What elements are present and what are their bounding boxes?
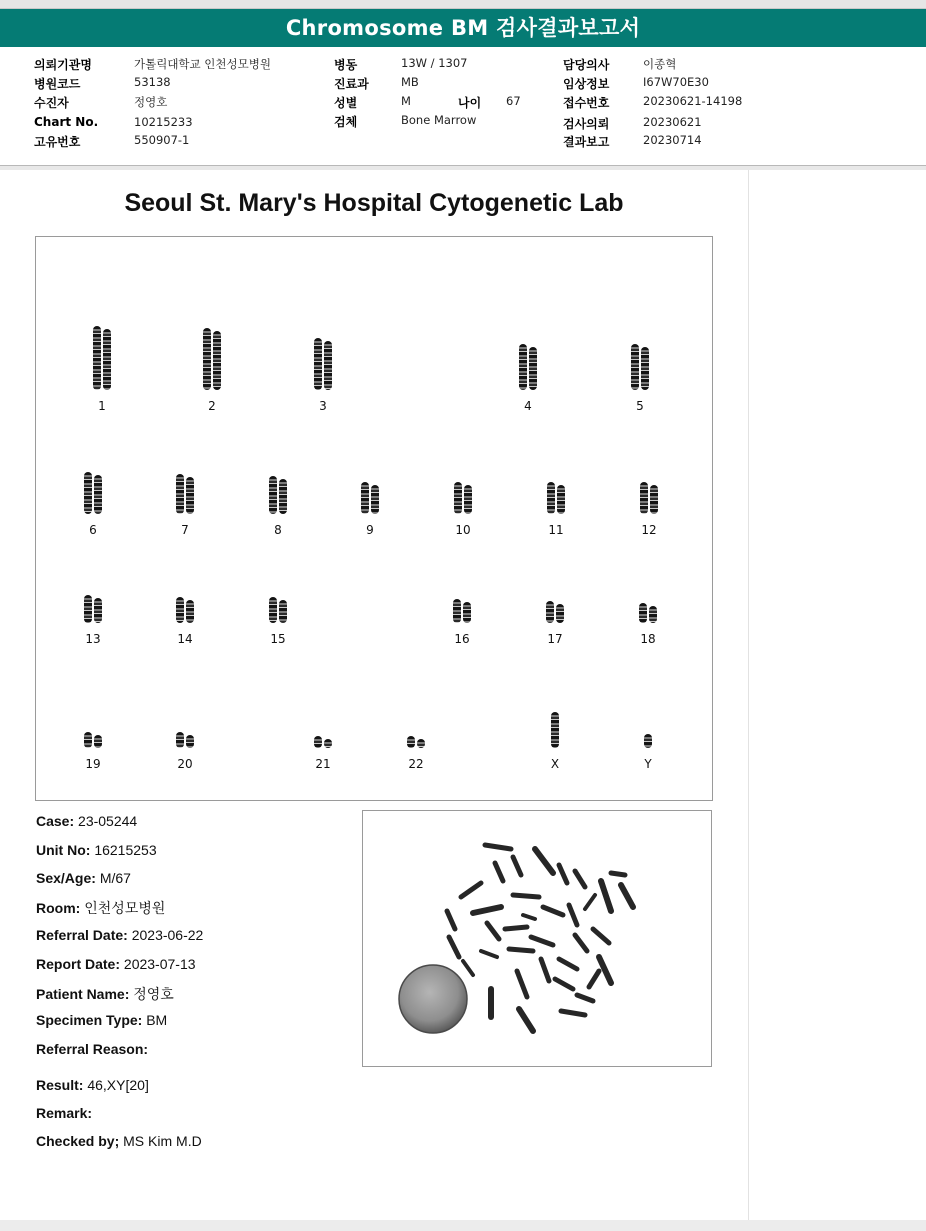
label-requesting-institution: 의뢰기관명 bbox=[34, 58, 92, 72]
label-clinical-info: 임상정보 bbox=[563, 77, 610, 91]
value-clinical-info: I67W70E30 bbox=[643, 75, 709, 89]
chromosome-22 bbox=[407, 736, 415, 748]
chromosome-9 bbox=[371, 485, 379, 514]
field-checked-by: Checked by; MS Kim M.D bbox=[36, 1133, 202, 1149]
chromosome-X bbox=[551, 712, 559, 748]
chromosome-14 bbox=[186, 600, 194, 623]
chromosome-pair-Y bbox=[644, 734, 652, 748]
chromosome-21 bbox=[324, 739, 332, 748]
chromosome-1 bbox=[103, 329, 111, 390]
label-request-date: 검사의뢰 bbox=[563, 117, 610, 131]
chromosome-pair-10 bbox=[454, 482, 472, 514]
label-age: 나이 bbox=[458, 96, 482, 110]
label-report-date: 결과보고 bbox=[563, 135, 610, 149]
chromosome-label-X: X bbox=[550, 757, 560, 771]
chromosome-label-19: 19 bbox=[85, 757, 101, 771]
chromosome-18 bbox=[649, 606, 657, 623]
value-accession-no: 20230621-14198 bbox=[643, 94, 743, 108]
value-sex: M bbox=[401, 94, 411, 108]
chromosome-label-14: 14 bbox=[177, 632, 193, 646]
chromosome-pair-5 bbox=[631, 344, 649, 390]
chromosome-label-5: 5 bbox=[636, 399, 644, 413]
field-patient-name: Patient Name: 정영호 bbox=[36, 986, 174, 1002]
chromosome-label-22: 22 bbox=[408, 757, 424, 771]
interphase-nucleus bbox=[399, 965, 467, 1033]
label-accession-no: 접수번호 bbox=[563, 96, 610, 110]
chromosome-3 bbox=[314, 338, 322, 390]
value-requesting-institution: 가톨릭대학교 인천성모병원 bbox=[134, 57, 271, 71]
karyogram bbox=[35, 236, 713, 801]
chromosome-16 bbox=[453, 599, 461, 623]
chromosome-21 bbox=[314, 736, 322, 748]
chromosome-20 bbox=[176, 732, 184, 748]
chromosome-2 bbox=[213, 331, 221, 390]
value-physician: 이종혁 bbox=[643, 57, 677, 71]
chromosome-pair-9 bbox=[361, 482, 379, 514]
top-strip bbox=[0, 0, 926, 9]
lab-title: Seoul St. Mary's Hospital Cytogenetic Lab bbox=[124, 189, 624, 217]
chromosome-20 bbox=[186, 735, 194, 748]
chromosome-7 bbox=[176, 474, 184, 514]
chromosome-1 bbox=[93, 326, 101, 390]
label-ward: 병동 bbox=[334, 58, 358, 72]
chromosome-pair-8 bbox=[269, 476, 287, 514]
page-margin-line bbox=[748, 170, 749, 1220]
chromosome-12 bbox=[650, 485, 658, 514]
chromosome-17 bbox=[556, 604, 564, 623]
label-specimen: 검체 bbox=[334, 115, 358, 129]
value-ward: 13W / 1307 bbox=[401, 56, 468, 70]
chromosome-pair-3 bbox=[314, 338, 332, 390]
chromosome-10 bbox=[454, 482, 462, 514]
chromosome-8 bbox=[269, 476, 277, 514]
chromosome-18 bbox=[639, 603, 647, 623]
chromosome-pair-2 bbox=[203, 328, 221, 390]
chromosome-label-6: 6 bbox=[89, 523, 97, 537]
chromosome-pair-7 bbox=[176, 474, 194, 514]
chromosome-label-15: 15 bbox=[270, 632, 286, 646]
label-patient: 수진자 bbox=[34, 96, 69, 110]
chromosome-14 bbox=[176, 597, 184, 623]
chromosome-pair-20 bbox=[176, 732, 194, 748]
value-hospital-code: 53138 bbox=[134, 75, 171, 89]
chromosome-pair-21 bbox=[314, 736, 332, 748]
chromosome-label-8: 8 bbox=[274, 523, 282, 537]
chromosome-label-18: 18 bbox=[640, 632, 656, 646]
chromosome-17 bbox=[546, 601, 554, 623]
field-room: Room: 인천성모병원 bbox=[36, 900, 166, 916]
chromosome-4 bbox=[529, 347, 537, 390]
label-sex: 성별 bbox=[334, 96, 358, 110]
chromosome-pair-6 bbox=[84, 472, 102, 514]
chromosome-19 bbox=[94, 735, 102, 748]
chromosome-11 bbox=[557, 485, 565, 514]
field-result: Result: 46,XY[20] bbox=[36, 1077, 149, 1093]
chromosome-3 bbox=[324, 341, 332, 390]
value-unique-no: 550907-1 bbox=[134, 133, 190, 147]
value-age: 67 bbox=[506, 94, 521, 108]
chromosome-label-13: 13 bbox=[85, 632, 101, 646]
chromosome-label-16: 16 bbox=[454, 632, 470, 646]
chromosome-15 bbox=[279, 600, 287, 623]
chromosome-label-21: 21 bbox=[315, 757, 331, 771]
value-specimen: Bone Marrow bbox=[401, 113, 477, 127]
chromosome-16 bbox=[463, 602, 471, 623]
chromosome-13 bbox=[84, 595, 92, 623]
value-request-date: 20230621 bbox=[643, 115, 702, 129]
chromosome-pair-17 bbox=[546, 601, 564, 623]
value-patient: 정영호 bbox=[134, 95, 168, 109]
chromosome-label-11: 11 bbox=[548, 523, 564, 537]
field-case: Case: 23-05244 bbox=[36, 813, 138, 829]
chromosome-pair-18 bbox=[639, 603, 657, 623]
chromosome-7 bbox=[186, 477, 194, 514]
chromosome-label-4: 4 bbox=[524, 399, 532, 413]
chromosome-12 bbox=[640, 482, 648, 514]
chromosome-label-3: 3 bbox=[319, 399, 327, 413]
chromosome-pair-X bbox=[551, 712, 559, 748]
value-department: MB bbox=[401, 75, 419, 89]
chromosome-2 bbox=[203, 328, 211, 390]
bottom-strip bbox=[0, 1220, 926, 1231]
value-report-date: 20230714 bbox=[643, 133, 702, 147]
label-chart-no: Chart No. bbox=[34, 115, 99, 129]
chromosome-pair-11 bbox=[547, 482, 565, 514]
chromosome-pair-22 bbox=[407, 736, 425, 748]
chromosome-6 bbox=[94, 475, 102, 514]
chromosome-13 bbox=[94, 598, 102, 623]
chromosome-pair-15 bbox=[269, 597, 287, 623]
chromosome-pair-14 bbox=[176, 597, 194, 623]
chromosome-pair-13 bbox=[84, 595, 102, 623]
chromosome-19 bbox=[84, 732, 92, 748]
label-department: 진료과 bbox=[334, 77, 369, 91]
field-unit-no: Unit No: 16215253 bbox=[36, 842, 157, 858]
chromosome-label-2: 2 bbox=[208, 399, 216, 413]
chromosome-pair-1 bbox=[93, 326, 111, 390]
chromosome-9 bbox=[361, 482, 369, 514]
chromosome-label-12: 12 bbox=[641, 523, 657, 537]
section-divider bbox=[0, 166, 926, 170]
chromosome-label-Y: Y bbox=[644, 757, 652, 771]
chromosome-label-10: 10 bbox=[455, 523, 471, 537]
chromosome-label-20: 20 bbox=[177, 757, 193, 771]
field-referral-reason: Referral Reason: bbox=[36, 1041, 149, 1057]
chromosome-10 bbox=[464, 485, 472, 514]
chromosome-22 bbox=[417, 739, 425, 748]
value-chart-no: 10215233 bbox=[134, 115, 193, 129]
chromosome-label-1: 1 bbox=[98, 399, 106, 413]
chromosome-8 bbox=[279, 479, 287, 514]
chromosome-5 bbox=[641, 347, 649, 390]
chromosome-pair-12 bbox=[640, 482, 658, 514]
chromosome-spread bbox=[447, 845, 633, 1031]
label-unique-no: 고유번호 bbox=[34, 135, 81, 149]
chromosome-15 bbox=[269, 597, 277, 623]
field-referral-date: Referral Date: 2023-06-22 bbox=[36, 927, 204, 943]
chromosome-pair-19 bbox=[84, 732, 102, 748]
field-sex-age: Sex/Age: M/67 bbox=[36, 870, 131, 886]
label-hospital-code: 병원코드 bbox=[34, 77, 81, 91]
label-physician: 담당의사 bbox=[563, 58, 610, 72]
chromosome-label-7: 7 bbox=[181, 523, 189, 537]
field-report-date: Report Date: 2023-07-13 bbox=[36, 956, 196, 972]
chromosome-pair-4 bbox=[519, 344, 537, 390]
chromosome-5 bbox=[631, 344, 639, 390]
metaphase-image bbox=[362, 810, 712, 1067]
chromosome-6 bbox=[84, 472, 92, 514]
report-title: Chromosome BM 검사결과보고서 bbox=[0, 9, 926, 47]
chromosome-pair-16 bbox=[453, 599, 471, 623]
chromosome-label-9: 9 bbox=[366, 523, 374, 537]
chromosome-4 bbox=[519, 344, 527, 390]
field-remark: Remark: bbox=[36, 1105, 93, 1121]
chromosome-11 bbox=[547, 482, 555, 514]
patient-info-panel bbox=[0, 47, 926, 166]
metaphase-spread bbox=[363, 811, 711, 1066]
chromosome-Y bbox=[644, 734, 652, 748]
field-specimen-type: Specimen Type: BM bbox=[36, 1012, 168, 1028]
chromosome-label-17: 17 bbox=[547, 632, 563, 646]
